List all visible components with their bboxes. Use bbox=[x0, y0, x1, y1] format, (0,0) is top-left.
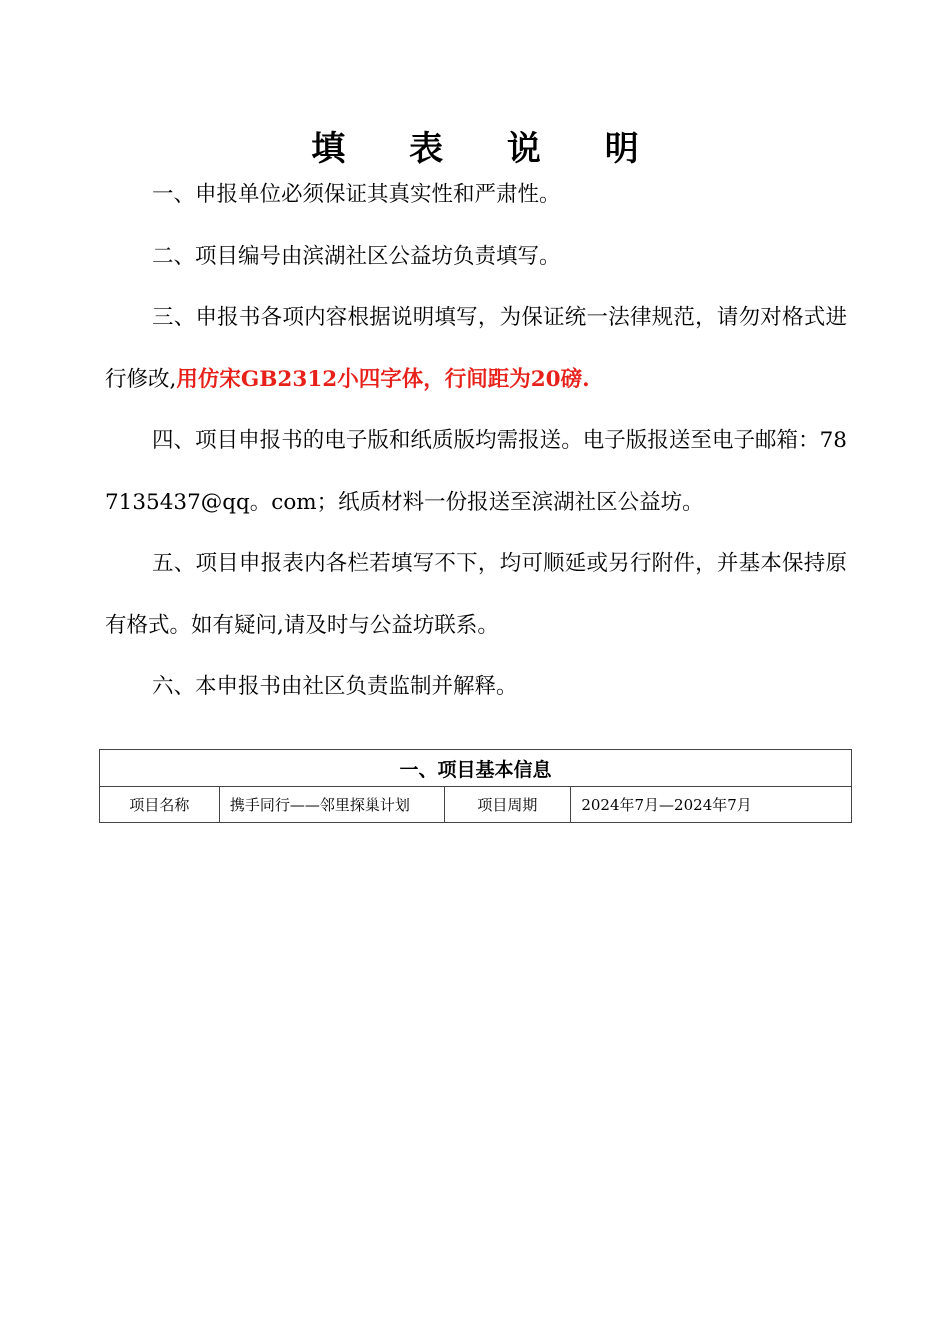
project-name-label: 项目名称 bbox=[100, 787, 220, 823]
project-name-value: 携手同行——邻里探巢计划 bbox=[219, 787, 444, 823]
table-row bbox=[100, 787, 852, 823]
project-info-table bbox=[99, 749, 852, 823]
instruction-item-4: 四、项目申报书的电子版和纸质版均需报送。电子版报送至电子邮箱：787135437@qq。com；纸质材料一份报送至滨湖社区公益坊。 bbox=[105, 428, 847, 515]
instructions-list bbox=[105, 164, 847, 718]
format-requirement-highlight: 用仿宋GB2312小四字体，行间距为20磅. bbox=[176, 366, 590, 392]
instruction-item-1: 一、申报单位必须保证其真实性和严肃性。 bbox=[152, 182, 561, 207]
project-period-value: 2024年7月—2024年7月 bbox=[571, 787, 852, 823]
instruction-item-5: 五、项目申报表内各栏若填写不下，均可顺延或另行附件，并基本保持原有格式。如有疑问,请及时与公益坊联系。 bbox=[105, 551, 847, 638]
instruction-item-3-text: 三、申报书各项内容根据说明填写，为保证统一法律规范，请勿对格式进行修改, bbox=[105, 305, 847, 392]
section-title: 一、项目基本信息 bbox=[100, 750, 852, 787]
page-title: 填 表 说 明 bbox=[311, 129, 665, 169]
project-period-label: 项目周期 bbox=[444, 787, 571, 823]
instruction-item-2: 二、项目编号由滨湖社区公益坊负责填写。 bbox=[152, 243, 561, 269]
instruction-item-6: 六、本申报书由社区负责监制并解释。 bbox=[152, 674, 518, 699]
instruction-item-3 bbox=[105, 287, 847, 410]
